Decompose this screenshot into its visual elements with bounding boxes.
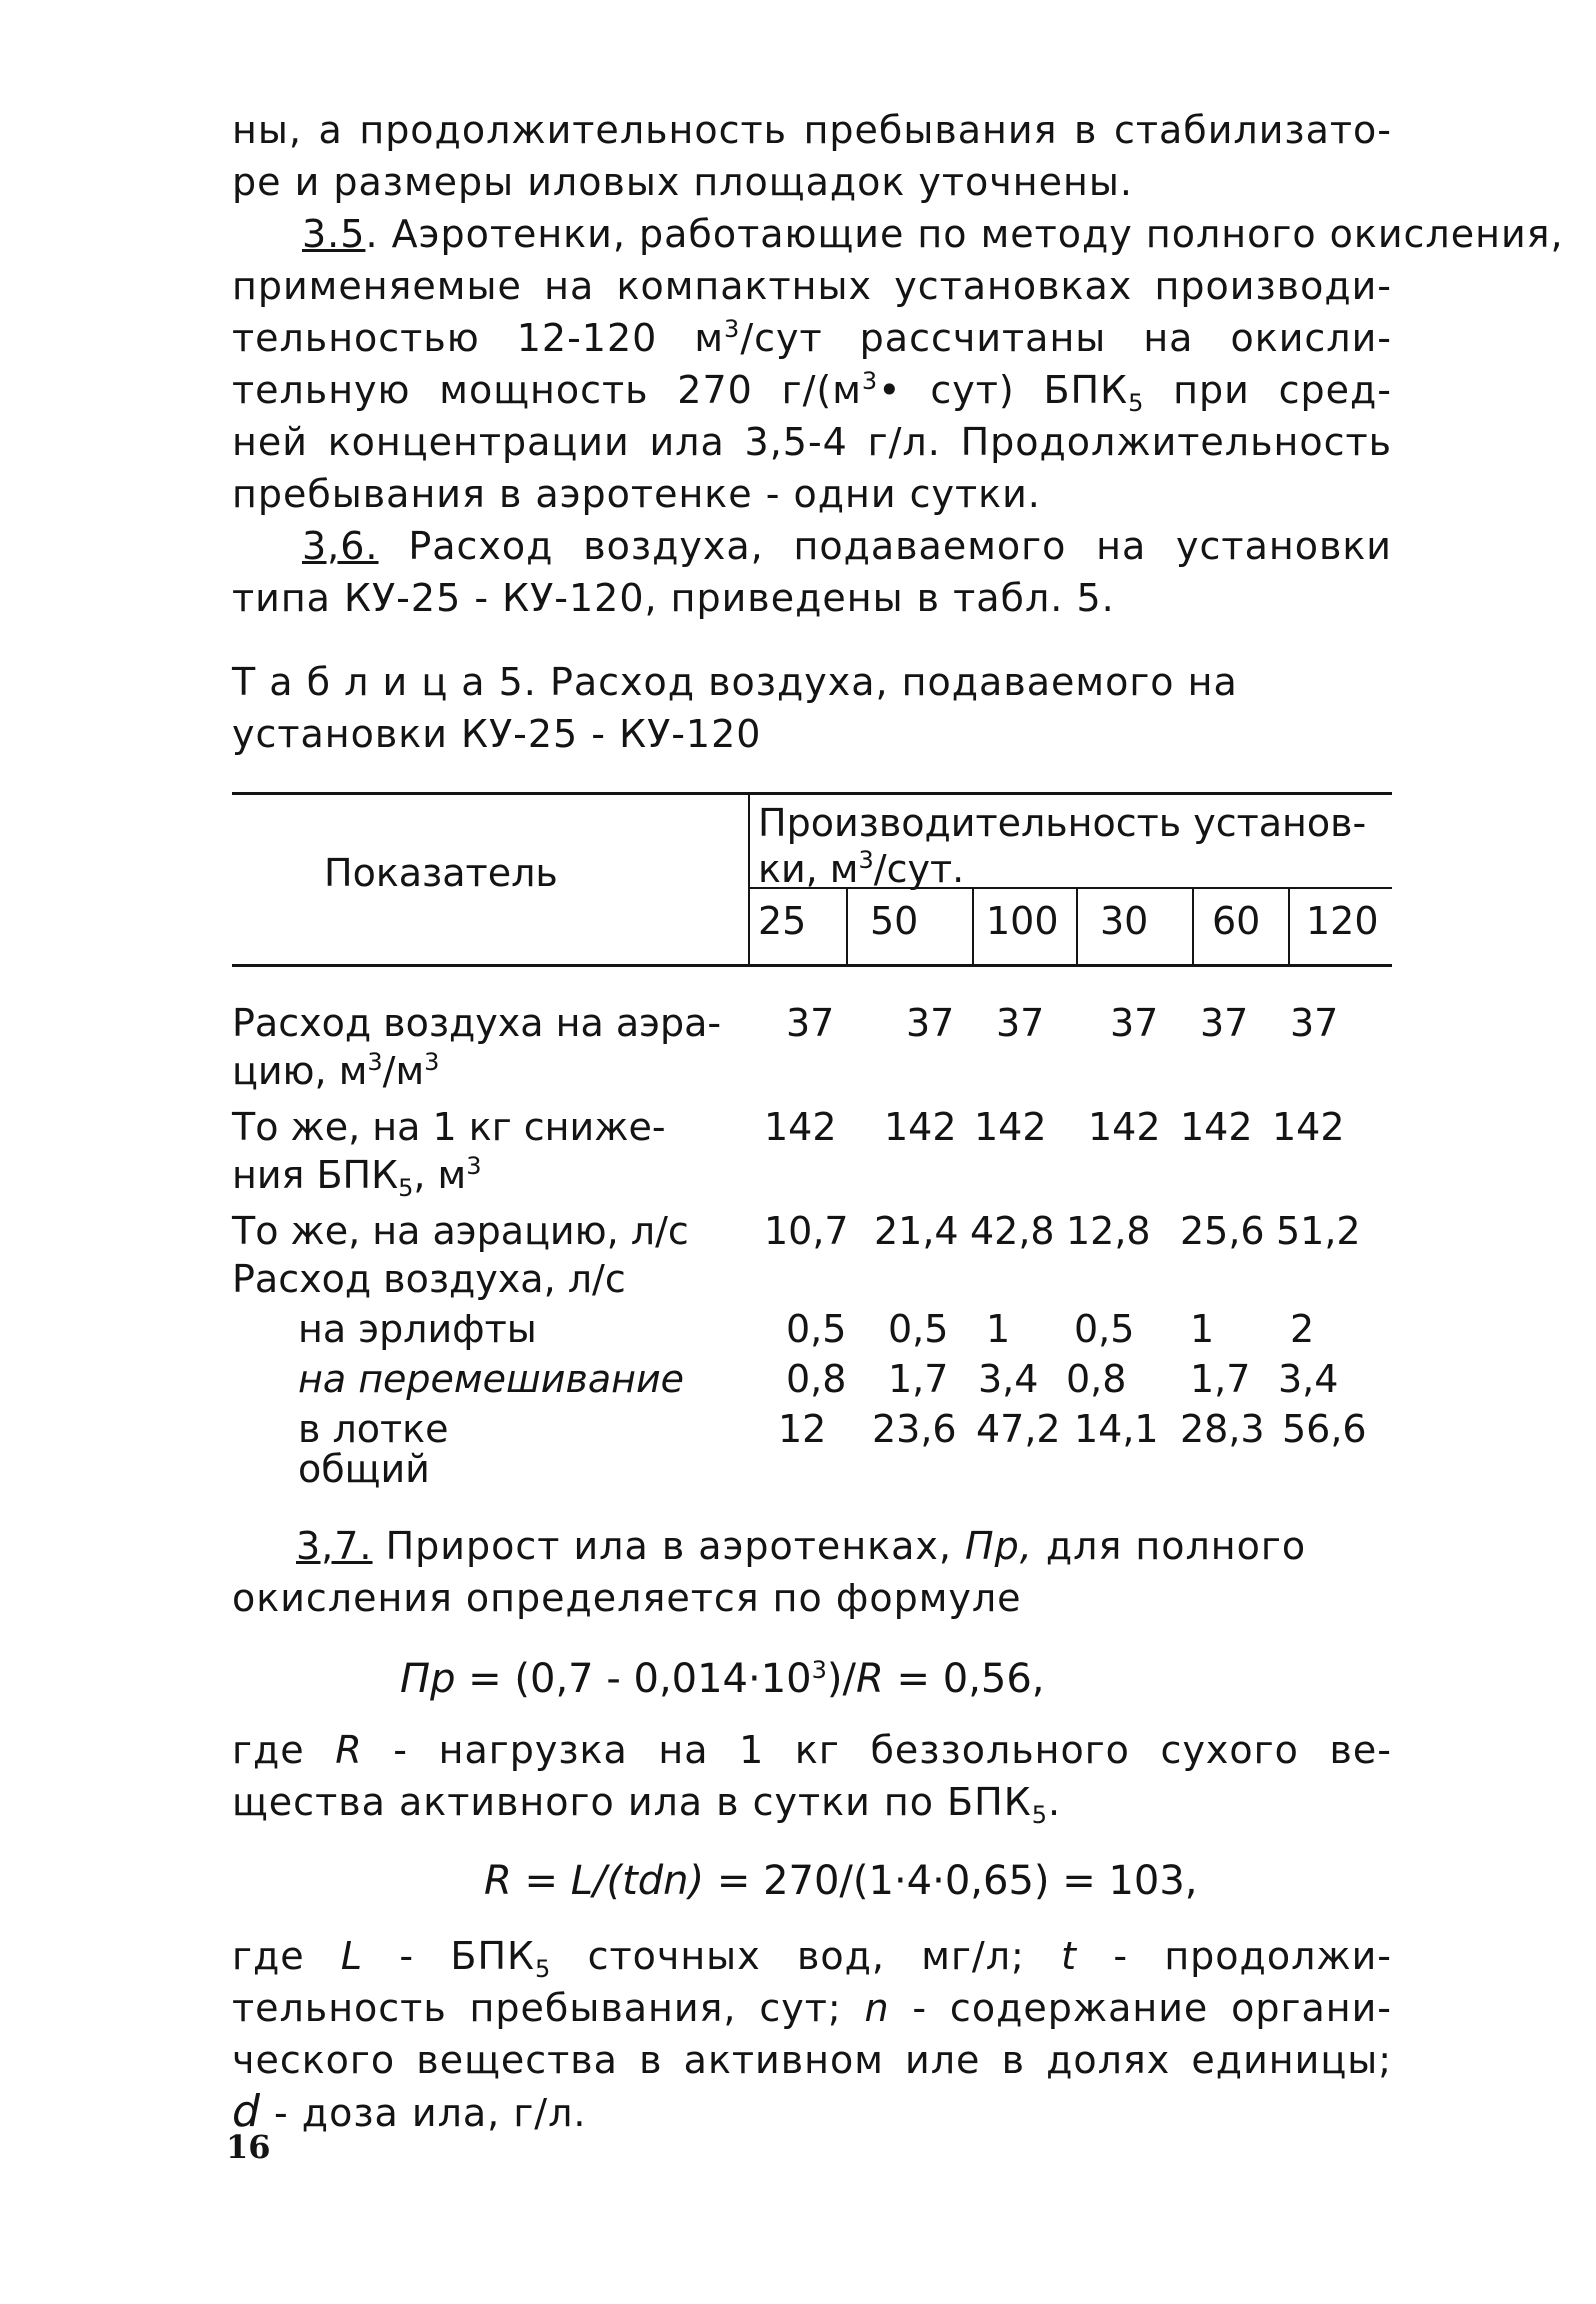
table-cell: 3,4 xyxy=(978,1357,1039,1401)
paragraph-3-7-line-3: где R - нагрузка на 1 кг беззольного сухого ве- xyxy=(232,1728,1392,1772)
table-cell: 142 xyxy=(1088,1105,1161,1149)
paragraph-3-5-line-3: тельностью 12-120 $м^3$/сут рассчитаны на окисли- xyxy=(232,315,1392,360)
row-label: Расход воздуха, л/с xyxy=(232,1257,626,1301)
table-col-divider-2 xyxy=(972,887,974,966)
table-header-bottom-rule xyxy=(232,964,1392,967)
capacity-header: 50 xyxy=(870,899,919,943)
table-caption-line-2: установки КУ-25 - КУ-120 xyxy=(232,712,762,756)
table-cell: 0,5 xyxy=(786,1307,847,1351)
table-cell: 10,7 xyxy=(764,1209,849,1253)
paragraph-3-7-line-5: где L - $БПК_5$ сточных вод, мг/л; t - продолжи- xyxy=(232,1934,1392,1983)
table-cell: 0,8 xyxy=(786,1357,847,1401)
table-cell: 37 xyxy=(996,1001,1045,1045)
row-label: общий xyxy=(298,1447,430,1491)
paragraph-3-7-line-7: ческого вещества в активном иле в долях единицы; xyxy=(232,2038,1392,2082)
table-cell: 37 xyxy=(786,1001,835,1045)
row-label: То же, на 1 кг сниже- xyxy=(232,1105,666,1149)
table-col-divider-4 xyxy=(1192,887,1194,966)
table-cell: 28,3 xyxy=(1180,1407,1265,1451)
table-cell: 0,5 xyxy=(888,1307,949,1351)
table-cell: 23,6 xyxy=(872,1407,957,1451)
table-cell: 47,2 xyxy=(976,1407,1061,1451)
formula-growth: Пр = $(0,7 - 0,014\cdot 10^3)/R = 0,56$, xyxy=(400,1656,1045,1702)
table-cell: 142 xyxy=(1180,1105,1253,1149)
paragraph-3-5-line-4: тельную мощность 270 $г/(м^3•$ сут) $БПК_5$ при сред- xyxy=(232,367,1393,417)
row-label: на перемешивание xyxy=(298,1357,685,1401)
row-label-cont: цию, $м^3/м^3$ xyxy=(232,1048,440,1093)
table-cell: 0,8 xyxy=(1066,1357,1127,1401)
table-header-divider xyxy=(748,792,750,966)
table-cell: 0,5 xyxy=(1074,1307,1135,1351)
table-cell: 1 xyxy=(1190,1307,1215,1351)
paragraph-3-7-line-4: щества активного ила в сутки по $БПК_5$. xyxy=(232,1780,1062,1829)
table-cell: 25,6 xyxy=(1180,1209,1265,1253)
table-col-divider-5 xyxy=(1288,887,1290,966)
table-cell: 37 xyxy=(1290,1001,1339,1045)
paragraph-3-7-line-8: d - доза ила, г/л. xyxy=(232,2086,587,2137)
row-label: Расход воздуха на аэра- xyxy=(232,1001,722,1045)
capacity-header: 120 xyxy=(1306,899,1379,943)
paragraph-3-6-line-2: типа КУ-25 - КУ-120, приведены в табл. 5. xyxy=(232,576,1115,620)
section-number-3-7: 3,7. xyxy=(296,1524,373,1568)
table-cell: 142 xyxy=(884,1105,957,1149)
table-caption-line-1: Т а б л и ц а 5. Расход воздуха, подаваемого на xyxy=(232,660,1238,704)
table-header-indicator: Показатель xyxy=(324,851,558,895)
table-cell: 1,7 xyxy=(888,1357,949,1401)
table-cell: 142 xyxy=(1272,1105,1345,1149)
table-cell: 21,4 xyxy=(874,1209,959,1253)
table-col-divider-3 xyxy=(1076,887,1078,966)
row-label: То же, на аэрацию, л/с xyxy=(232,1209,689,1253)
row-label: на эрлифты xyxy=(298,1307,537,1351)
capacity-header: 25 xyxy=(758,899,807,943)
capacity-header: 30 xyxy=(1100,899,1149,943)
table-cell: 3,4 xyxy=(1278,1357,1339,1401)
row-label-cont: ния $БПК_5$, $м^3$ xyxy=(232,1152,482,1202)
table-cell: 1,7 xyxy=(1190,1357,1251,1401)
paragraph-3-5-line-1: 3.5. Аэротенки, работающие по методу полного окисления, xyxy=(302,212,1564,256)
paragraph-3-7-line-1: 3,7. Прирост ила в аэротенках, Пр, для полного xyxy=(296,1524,1307,1568)
table-cell: 2 xyxy=(1290,1307,1315,1351)
table-cell: 12 xyxy=(778,1407,827,1451)
table-cell: 37 xyxy=(1200,1001,1249,1045)
intro-line-2: ре и размеры иловых площадок уточнены. xyxy=(232,160,1133,204)
table-cell: 37 xyxy=(906,1001,955,1045)
table-cell: 42,8 xyxy=(970,1209,1055,1253)
table-cell: 1 xyxy=(986,1307,1011,1351)
table-header-group-line-2: ки, $м^3$/сут. xyxy=(758,846,965,891)
intro-line-1: ны, а продолжительность пребывания в стабилизато- xyxy=(232,108,1392,152)
table-cell: 142 xyxy=(764,1105,837,1149)
page-number: 16 xyxy=(226,2128,271,2166)
section-number-3-5: 3.5 xyxy=(302,212,366,256)
paragraph-3-7-line-6: тельность пребывания, сут; n - содержание органи- xyxy=(232,1986,1392,2030)
capacity-header: 60 xyxy=(1212,899,1261,943)
table-header-group-line-1: Производительность установ- xyxy=(758,801,1367,845)
paragraph-3-6-line-1: 3,6. Расход воздуха, подаваемого на установки xyxy=(302,524,1392,568)
row-label: в лотке xyxy=(298,1407,449,1451)
table-cell: 56,6 xyxy=(1282,1407,1367,1451)
table-cell: 12,8 xyxy=(1066,1209,1151,1253)
formula-load: R = L/(tdn) = 270/(1·4·0,65) = 103, xyxy=(484,1858,1198,1904)
paragraph-3-5-line-6: пребывания в аэротенке - одни сутки. xyxy=(232,472,1041,516)
table-cell: 37 xyxy=(1110,1001,1159,1045)
paragraph-3-7-line-2: окисления определяется по формуле xyxy=(232,1576,1022,1620)
section-number-3-6: 3,6. xyxy=(302,524,379,568)
capacity-header: 100 xyxy=(986,899,1059,943)
paragraph-3-5-line-2: применяемые на компактных установках производи- xyxy=(232,264,1392,308)
table-cell: 51,2 xyxy=(1276,1209,1361,1253)
table-cell: 14,1 xyxy=(1074,1407,1159,1451)
table-col-divider-1 xyxy=(846,887,848,966)
table-top-rule xyxy=(232,792,1392,795)
table-cell: 142 xyxy=(974,1105,1047,1149)
paragraph-3-5-line-5: ней концентрации ила 3,5-4 г/л. Продолжительность xyxy=(232,420,1392,464)
